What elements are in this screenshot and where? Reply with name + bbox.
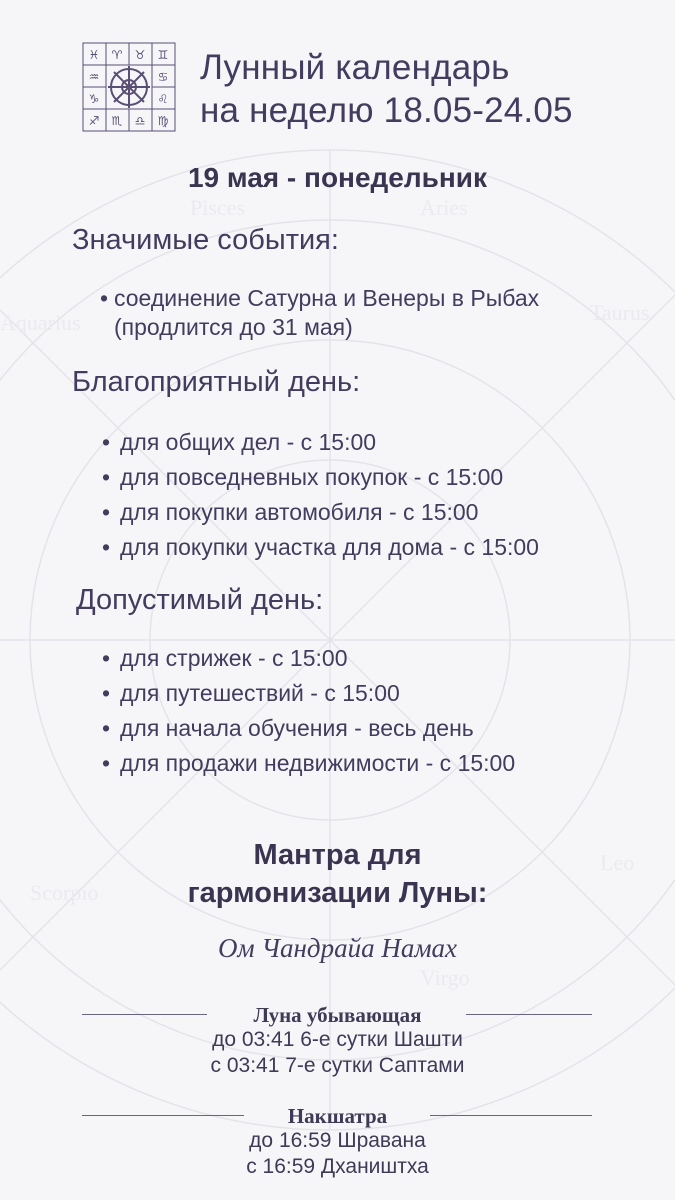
favorable-list — [102, 425, 539, 565]
svg-text:Aquarius: Aquarius — [0, 310, 81, 335]
favorable-title: Благоприятный день: — [72, 366, 361, 398]
event-item-note: (продлится до 31 мая) — [114, 314, 353, 340]
list-item: • соединение Сатурна и Венеры в Рыбах (продлится до 31 мая) — [100, 285, 540, 340]
nakshatra-line-1: до 16:59 Шравана — [249, 1129, 426, 1152]
svg-text:♒: ♒ — [88, 70, 100, 84]
zodiac-wheel-icon — [82, 42, 176, 132]
list-item: • для покупки автомобиля - с 15:00 — [102, 495, 539, 530]
svg-text:♉: ♉ — [134, 48, 146, 62]
svg-text:♍: ♍ — [157, 114, 169, 128]
moon-phase-line-1: до 03:41 6-е сутки Шашти — [212, 1028, 463, 1051]
svg-text:♌: ♌ — [157, 92, 169, 106]
mantra-title — [0, 836, 675, 912]
list-item: • для повседневных покупок - с 15:00 — [102, 460, 539, 495]
list-item: • для путешествий - с 15:00 — [102, 676, 515, 711]
svg-text:Leo: Leo — [600, 850, 635, 875]
svg-text:Pisces: Pisces — [190, 195, 245, 220]
page-title — [200, 46, 573, 132]
mantra-text: Ом Чандрайа Намах — [217, 933, 458, 963]
events-list — [100, 284, 539, 342]
mantra-title-line-2: гармонизации Луны: — [187, 877, 488, 909]
title-line-1: Лунный календарь — [200, 48, 510, 87]
list-item: • для общих дел - с 15:00 — [102, 425, 539, 460]
event-item-text: соединение Сатурна и Венеры в Рыбах — [114, 285, 540, 311]
svg-text:♈: ♈ — [111, 48, 123, 62]
day-heading: 19 мая - понедельник — [187, 162, 488, 193]
acceptable-list — [102, 641, 515, 781]
svg-text:Aries: Aries — [420, 195, 468, 220]
moon-phase-title: Луна убывающая — [253, 1003, 422, 1027]
list-item: • для продажи недвижимости - с 15:00 — [102, 746, 515, 781]
svg-text:♊: ♊ — [157, 48, 169, 62]
title-line-2: на неделю 18.05-24.05 — [200, 91, 573, 130]
svg-text:Virgo: Virgo — [420, 965, 470, 990]
nakshatra-block — [0, 1104, 675, 1180]
svg-text:♐: ♐ — [88, 114, 100, 128]
svg-text:♑: ♑ — [88, 92, 100, 106]
list-item: • для стрижек - с 15:00 — [102, 641, 515, 676]
svg-text:♋: ♋ — [157, 70, 169, 84]
nakshatra-title: Накшатра — [287, 1104, 388, 1128]
svg-text:♓: ♓ — [88, 48, 100, 62]
svg-text:Scorpio: Scorpio — [30, 880, 99, 905]
list-item: • для начала обучения - весь день — [102, 711, 515, 746]
header — [82, 42, 642, 134]
svg-text:♎: ♎ — [134, 114, 146, 128]
moon-phase-block — [0, 1003, 675, 1079]
list-item: • для покупки участка для дома - с 15:00 — [102, 530, 539, 565]
acceptable-title: Допустимый день: — [76, 584, 324, 616]
events-title: Значимые события: — [72, 224, 339, 256]
nakshatra-line-2: с 16:59 Дхаништха — [246, 1155, 429, 1178]
moon-phase-line-2: с 03:41 7-е сутки Саптами — [210, 1054, 465, 1077]
svg-text:Taurus: Taurus — [590, 300, 650, 325]
svg-text:♏: ♏ — [111, 114, 123, 128]
mantra-title-line-1: Мантра для — [253, 839, 422, 871]
